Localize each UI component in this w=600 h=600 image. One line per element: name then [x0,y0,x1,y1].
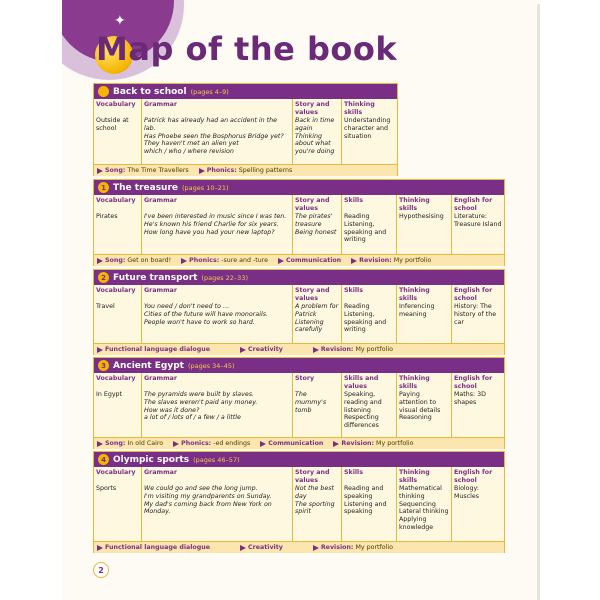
cell-grammar: You need / don't need to … Cities of the future will have monorails. People won't have to work so hard. [144,303,268,326]
cell-thinking: Paying attention to visual details Reasoning [399,391,441,422]
section-number-badge: 2 [98,272,109,283]
triangle-icon [181,258,187,264]
column-header: Story [295,375,315,382]
column-header: Story and values [295,287,330,302]
cell-vocabulary: Pirates [96,213,118,220]
footer-label: Revision: [341,440,375,447]
section-footer [94,343,504,355]
cell-story: The pirates' treasure Being honest [295,213,337,236]
footer-value: My portfolio [393,257,432,264]
footer-label: Song: [105,440,126,447]
section-header [94,180,504,195]
column-header: Story and values [295,197,330,212]
section-title: Olympic sports [113,454,190,465]
page-shadow [537,4,540,600]
footer-label: Phonics: [189,257,220,264]
footer-label: Communication [286,257,342,264]
triangle-icon [240,545,246,551]
column-header: Vocabulary [96,197,136,204]
column-header: Thinking skills [399,375,430,390]
section-title: Future transport [113,272,198,283]
footer-value: -sure and -ture [221,257,269,264]
section-footer [94,164,397,176]
column-header: Thinking skills [399,469,430,484]
triangle-icon [313,347,319,353]
section-footer [94,437,504,449]
section-back-to-school [93,83,398,176]
triangle-icon [199,168,205,174]
footer-label: Creativity [248,544,283,551]
section-header [94,84,397,99]
cell-skills: Reading Listening, speaking and writing [344,303,387,334]
triangle-icon [97,545,103,551]
cell-story: Back in time again Thinking about what you're doing [295,117,335,156]
cell-thinking: Mathematical thinking Sequencing Lateral thinking Applying knowledge [399,485,449,531]
triangle-icon [240,347,246,353]
column-header: Grammar [144,101,178,108]
triangle-icon [313,545,319,551]
footer-value: In old Cairo [127,440,164,447]
column-header: Grammar [144,469,178,476]
column-header: Story and values [295,469,330,484]
page-title: Map of the book [96,30,398,68]
column-header: Grammar [144,197,178,204]
triangle-icon [351,258,357,264]
cell-skills: Reading and speaking Listening and speaking [344,485,387,516]
column-header: Grammar [144,287,178,294]
triangle-icon [97,347,103,353]
cell-english-for-school: Literature: Treasure Island [454,213,502,228]
cell-skills: Reading Listening, speaking and writing [344,213,387,244]
column-header: Grammar [144,375,178,382]
section-ancient-egypt [93,357,505,449]
footer-value: Get on board! [127,257,172,264]
footer-label: Communication [268,440,324,447]
section-number-badge: 3 [98,360,109,371]
section-title: Ancient Egypt [113,360,184,371]
footer-label: Song: [105,257,126,264]
triangle-icon [278,258,284,264]
cell-english-for-school: Maths: 3D shapes [454,391,487,406]
section-pages: (pages 10–21) [182,183,229,192]
section-footer [94,541,504,553]
section-olympic-sports [93,451,505,553]
section-header [94,358,504,373]
cell-vocabulary: Travel [96,303,115,310]
column-header: English for school [454,287,493,302]
cell-grammar: I've been interested in music since I was ten. He's known his friend Charlie for six years. How long have you had your new laptop? [144,213,287,236]
section-future-transport [93,269,505,355]
triangle-icon [260,441,266,447]
cell-english-for-school: History: The history of the car [454,303,497,326]
column-header: Skills [344,287,363,294]
footer-value: My portfolio [355,544,393,551]
footer-label: Functional language dialogue [105,346,211,353]
footer-label: Revision: [320,544,354,551]
column-header: English for school [454,375,493,390]
column-header: English for school [454,197,493,212]
column-header: Thinking skills [399,287,430,302]
footer-label: Revision: [359,257,392,264]
column-header: Skills [344,469,363,476]
sparkle-icon: ✦ [114,13,126,29]
footer-value: My portfolio [376,440,414,447]
cell-vocabulary: Outside at school [96,117,129,132]
footer-value: Spelling patterns [238,167,293,174]
footer-label: Creativity [248,346,283,353]
cell-thinking: Inferencing meaning [399,303,435,318]
section-the-treasure [93,179,505,266]
cell-skills: Speaking, reading and listening Respecting differences [344,391,382,430]
cell-grammar: Patrick has already had an accident in the lab. Has Phoebe seen the Bosphorus Bridge yet? They haven't met an alien yet which / who / where revision [144,117,284,156]
triangle-icon [97,168,103,174]
footer-label: Song: [105,167,126,174]
column-header: Vocabulary [96,469,136,476]
column-header: Story and values [295,101,330,116]
column-header: Thinking skills [344,101,375,116]
cell-thinking: Understanding character and situation [344,117,391,140]
cell-story: The mummy's tomb [295,391,327,414]
column-header: Skills and values [344,375,379,390]
cell-thinking: Hypothesising [399,213,444,220]
cell-vocabulary: Sports [96,485,117,492]
footer-value: -ed endings [213,440,251,447]
section-pages: (pages 34–45) [187,361,235,370]
section-pages: (pages 22–33) [201,273,248,282]
column-header: Vocabulary [96,101,136,108]
footer-label: Functional language dialogue [105,544,211,551]
footer-label: Phonics: [181,440,212,447]
section-number-badge [98,86,109,97]
cell-english-for-school: Biology: Muscles [454,485,480,500]
section-pages: (pages 46–57) [193,455,240,464]
triangle-icon [97,258,103,264]
section-footer [94,254,504,266]
section-title: Back to school [113,86,187,97]
cell-grammar: We could go and see the long jump. I'm visiting my grandparents on Sunday. My dad's coming back from New York on Monday. [144,485,272,516]
footer-label: Phonics: [206,167,237,174]
section-pages: (pages 4–9) [190,87,229,96]
column-header: Vocabulary [96,287,136,294]
cell-vocabulary: In Egypt [96,391,123,398]
column-header: Skills [344,197,363,204]
column-header: Vocabulary [96,375,136,382]
column-header: English for school [454,469,493,484]
footer-value: My portfolio [355,346,393,353]
column-header: Thinking skills [399,197,430,212]
section-number-badge: 1 [98,182,109,193]
section-title: The treasure [113,182,179,193]
section-header [94,270,504,285]
triangle-icon [333,441,339,447]
cell-story: Not the best day The sporting spirit [295,485,335,516]
section-number-badge: 4 [98,454,109,465]
triangle-icon [97,441,103,447]
page-number: 2 [93,562,109,578]
footer-label: Revision: [320,346,354,353]
cell-grammar: The pyramids were built by slaves. The slaves weren't paid any money. How was it done? a lot of / lots of / a few / a little [144,391,258,422]
triangle-icon [173,441,179,447]
section-header [94,452,504,467]
cell-story: A problem for Patrick Listening carefully [295,303,339,334]
footer-value: The Time Travellers [127,167,189,174]
